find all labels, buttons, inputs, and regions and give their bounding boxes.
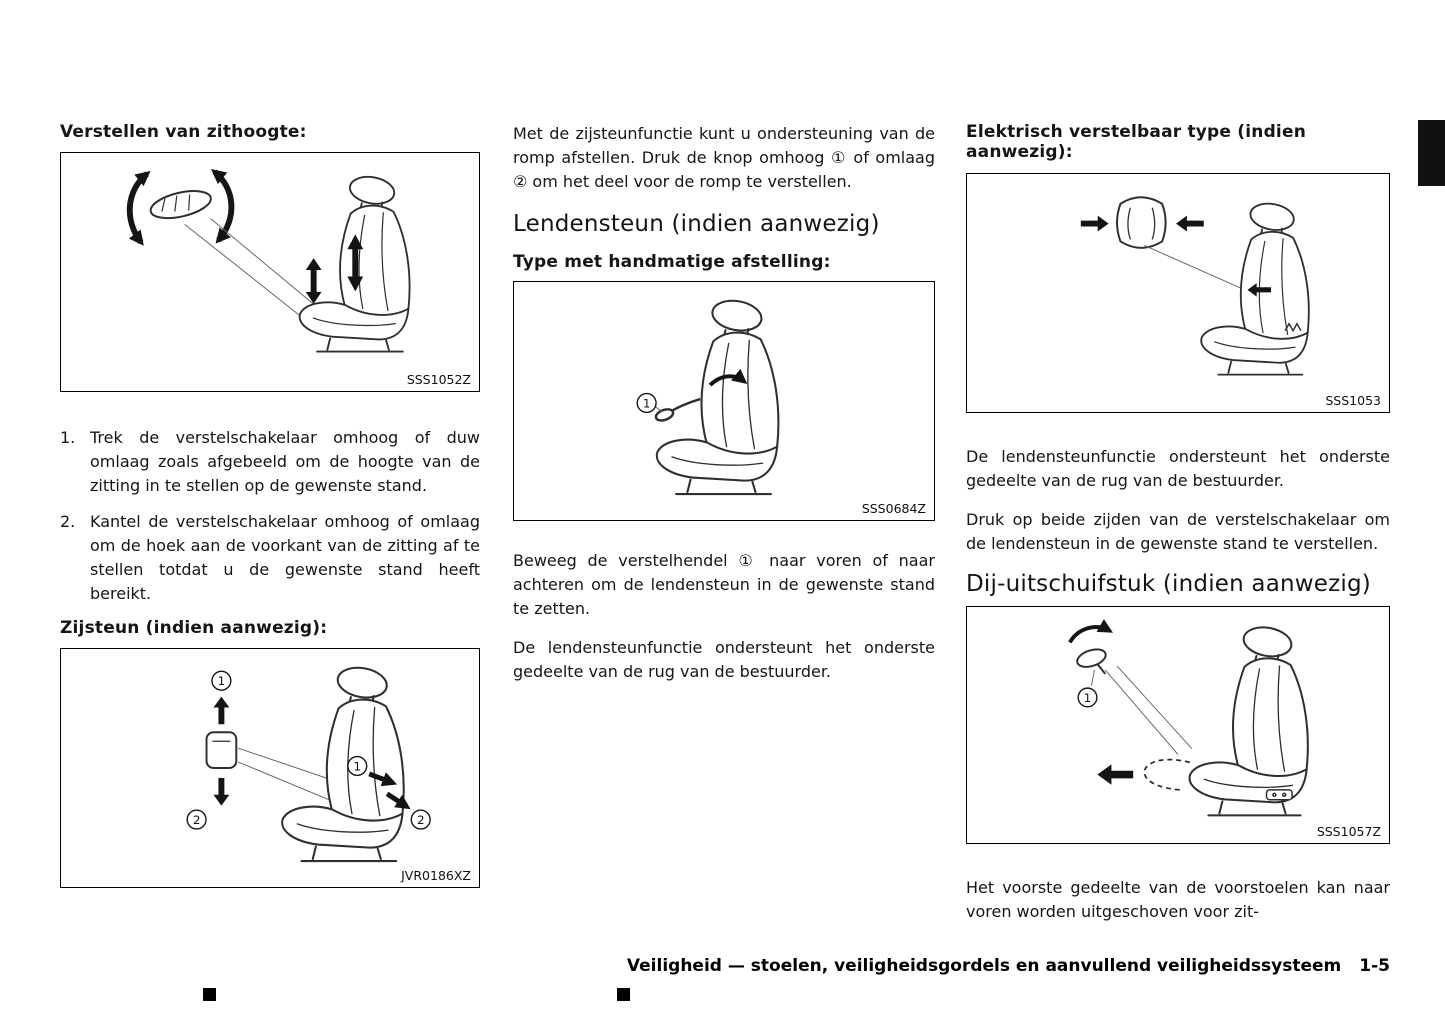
footer-chapter-title: Veiligheid — stoelen, veiligheidsgordels en aanvullend veiligheidssysteem <box>626 956 1342 976</box>
seat-height-steps <box>60 426 480 606</box>
callout-2-badge <box>187 810 206 829</box>
svg-text:1: 1 <box>353 759 362 774</box>
switch-inset <box>207 732 237 768</box>
column-left <box>60 122 480 888</box>
lever-callout-1 <box>637 394 656 413</box>
callout-1-badge <box>212 671 231 690</box>
backrest-callout-2 <box>411 810 430 829</box>
power-lumbar-illustration <box>967 174 1389 412</box>
figure-label: SSS1052Z <box>406 372 471 387</box>
callout-lines <box>1105 666 1192 755</box>
lever-callout-1 <box>1078 688 1097 707</box>
seat-side-switch <box>1267 790 1293 800</box>
side-support-illustration <box>61 649 479 887</box>
figure-manual-lumbar <box>513 281 935 521</box>
manual-lumbar-illustration <box>514 282 934 520</box>
extend-arrow-icon <box>1097 764 1133 784</box>
step-text: Kantel de verstelschakelaar omhoog of omlaag om de hoek aan de voorkant van de zitting af te stellen totdat u de gewenste stand heeft bereikt. <box>90 512 480 603</box>
crop-mark-left <box>203 988 216 1001</box>
heading-power-type: Elektrisch verstelbaar type (indien aanwezig): <box>966 122 1306 162</box>
column-right <box>966 122 1390 924</box>
backrest-callout-1 <box>348 757 367 776</box>
seat-line-art <box>1190 624 1308 816</box>
page-number: 1-5 <box>1359 956 1390 976</box>
lever-motion-arrow-icon <box>1070 627 1109 642</box>
side-support-paragraph: Met de zijsteunfunctie kunt u ondersteuning van de romp afstellen. Druk de knop omhoog ① of omlaag ② om het deel voor de romp te verstellen. <box>513 124 935 191</box>
seat-line-art <box>657 297 779 494</box>
lumbar-function-paragraph: De lendensteunfunctie ondersteunt het onderste gedeelte van de rug van de bestuurder. <box>513 638 935 681</box>
figure-side-support <box>60 648 480 888</box>
callout-line <box>1091 670 1094 686</box>
lumbar-pad-inset <box>1117 197 1166 248</box>
page-footer <box>627 956 1390 976</box>
heading-seat-height: Verstellen van zithoogte: <box>60 122 307 142</box>
crop-mark-center <box>617 988 630 1001</box>
chapter-edge-tab <box>1418 120 1445 186</box>
callout-lines <box>185 218 323 318</box>
column-middle <box>513 122 935 684</box>
figure-label: JVR0186XZ <box>401 868 471 883</box>
step-item <box>60 510 480 606</box>
svg-text:1: 1 <box>642 396 651 411</box>
svg-text:2: 2 <box>416 813 425 828</box>
svg-text:1: 1 <box>217 674 226 689</box>
thigh-paragraph: Het voorste gedeelte van de voorstoelen kan naar voren worden uitgeschoven voor zit- <box>966 878 1390 921</box>
svg-text:1: 1 <box>1083 690 1092 705</box>
rotate-arrow-left-icon <box>130 174 147 242</box>
svg-text:2: 2 <box>192 813 201 828</box>
figure-thigh-extension <box>966 606 1390 844</box>
extension-outline <box>1144 760 1189 790</box>
heading-manual-type: Type met handmatige afstelling: <box>513 252 831 272</box>
figure-label: SSS1057Z <box>1316 824 1381 839</box>
figure-power-lumbar <box>966 173 1390 413</box>
step-text: Trek de verstelschakelaar omhoog of duw omlaag zoals afgebeeld om de hoogte van de zitting in te stellen op de gewenste stand. <box>90 428 480 495</box>
heading-thigh: Dij-uitschuifstuk (indien aanwezig) <box>966 571 1371 597</box>
extension-lever-inset <box>1075 646 1108 674</box>
heading-side-support: Zijsteun (indien aanwezig): <box>60 618 328 638</box>
step-number: 2. <box>60 512 76 531</box>
heading-lumbar: Lendensteun (indien aanwezig) <box>513 211 880 237</box>
seat-height-illustration <box>61 153 479 391</box>
figure-label: SSS1053 <box>1325 393 1381 408</box>
lever-paragraph: Beweeg de verstelhendel ① naar voren of naar achteren om de lendensteun in de gewenste stand te zetten. <box>513 551 935 618</box>
rotate-arrow-right-icon <box>214 172 231 240</box>
step-item <box>60 426 480 498</box>
tilt-lever-inset <box>148 186 213 223</box>
figure-seat-height <box>60 152 480 392</box>
lumbar-function-paragraph: De lendensteunfunctie ondersteunt het onderste gedeelte van de rug van de bestuurder. <box>966 447 1390 490</box>
seat-line-art <box>282 664 404 861</box>
figure-label: SSS0684Z <box>861 501 926 516</box>
thigh-extension-illustration <box>967 607 1389 843</box>
step-number: 1. <box>60 428 76 447</box>
switch-paragraph: Druk op beide zijden van de verstelschakelaar om de lendensteun in de gewenste stand te verstellen. <box>966 510 1390 553</box>
